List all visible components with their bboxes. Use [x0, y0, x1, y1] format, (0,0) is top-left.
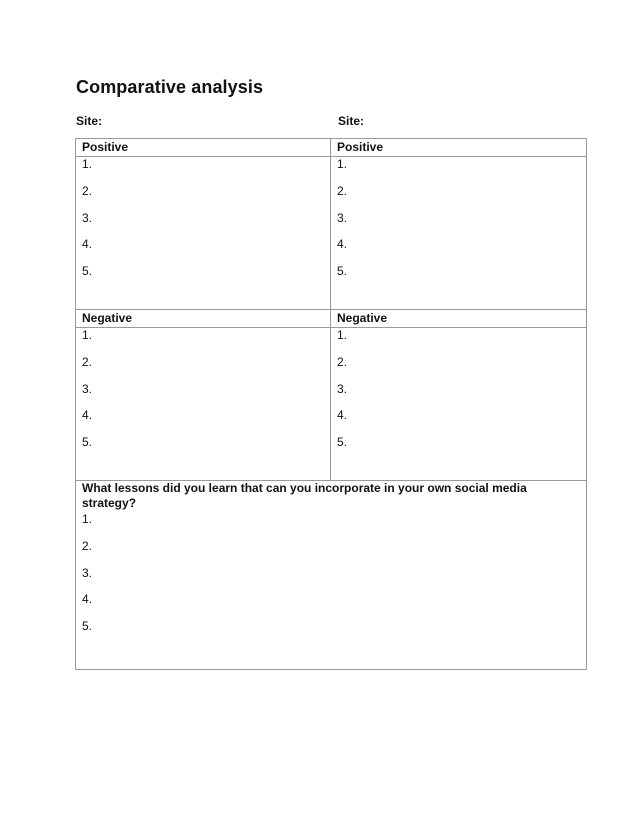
positive-header-left: Positive	[76, 139, 331, 157]
negative-list-right	[337, 328, 580, 462]
list-item: 3.	[82, 210, 93, 225]
list-item: 4.	[82, 237, 93, 252]
list-item: 2.	[82, 538, 93, 553]
positive-list-left	[82, 157, 324, 291]
negative-header-right: Negative	[331, 310, 587, 328]
positive-list-left-cell	[76, 157, 331, 310]
lessons-question: What lessons did you learn that can you incorporate in your own social media strategy?	[82, 481, 527, 510]
negative-header-left: Negative	[76, 310, 331, 328]
list-item: 5.	[337, 264, 348, 279]
positive-list-right	[337, 157, 580, 291]
negative-list-left-cell	[76, 328, 331, 481]
lessons-list	[82, 512, 580, 646]
list-item: 2.	[337, 183, 348, 198]
lessons-cell	[76, 481, 587, 670]
list-item: 2.	[82, 354, 93, 369]
lessons-row	[76, 481, 587, 670]
list-item: 4.	[337, 237, 348, 252]
list-item: 3.	[337, 381, 348, 396]
negative-list-left	[82, 328, 324, 462]
positive-list-row	[76, 157, 587, 310]
site-label-left: Site:	[76, 114, 103, 128]
positive-list-right-cell	[331, 157, 587, 310]
negative-header-row	[76, 310, 587, 328]
analysis-table	[75, 138, 587, 670]
list-item: 5.	[82, 264, 93, 279]
list-item: 3.	[82, 381, 93, 396]
list-item: 2.	[82, 183, 93, 198]
list-item: 5.	[82, 619, 93, 634]
page-title: Comparative analysis	[76, 77, 264, 97]
negative-list-row	[76, 328, 587, 481]
list-item: 5.	[337, 435, 348, 450]
list-item: 1.	[337, 157, 348, 171]
list-item: 3.	[82, 565, 93, 580]
list-item: 1.	[82, 328, 93, 342]
list-item: 1.	[337, 328, 348, 342]
list-item: 2.	[337, 354, 348, 369]
negative-list-right-cell	[331, 328, 587, 481]
site-label-right: Site:	[338, 114, 365, 128]
list-item: 1.	[82, 512, 93, 526]
list-item: 4.	[337, 408, 348, 423]
list-item: 4.	[82, 408, 93, 423]
list-item: 1.	[82, 157, 93, 171]
positive-header-right: Positive	[331, 139, 587, 157]
list-item: 4.	[82, 592, 93, 607]
positive-header-row	[76, 139, 587, 157]
list-item: 3.	[337, 210, 348, 225]
list-item: 5.	[82, 435, 93, 450]
